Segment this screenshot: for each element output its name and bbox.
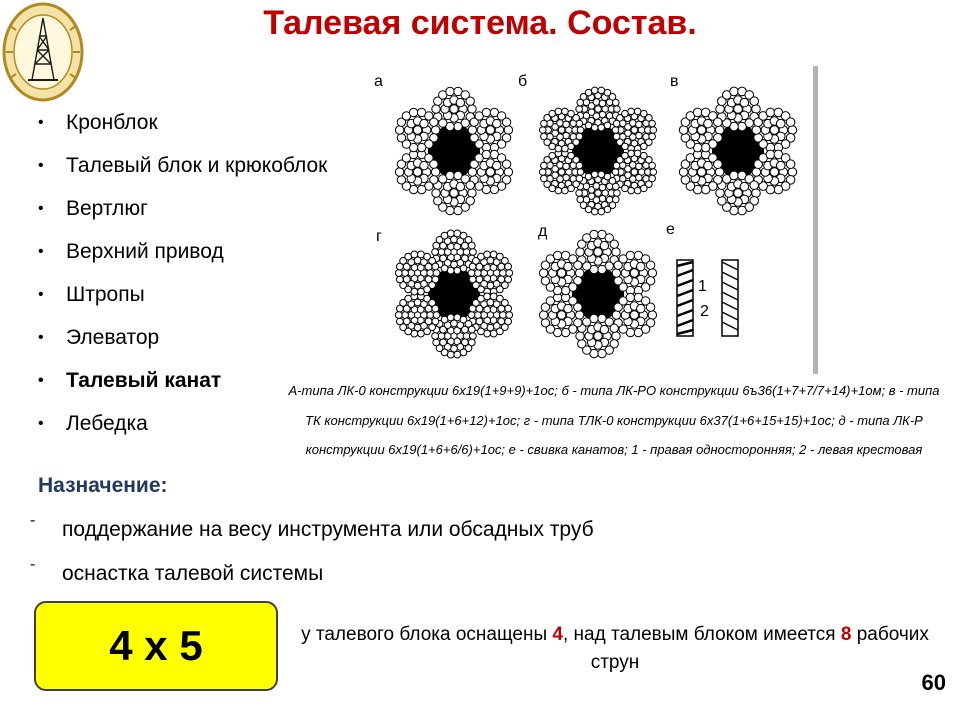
figure-label-2: 2: [700, 303, 709, 320]
bullet-icon: •: [38, 329, 44, 346]
page-title: Талевая система. Состав.: [263, 4, 697, 42]
figure-label-e: е: [666, 221, 675, 238]
list-item: • Верхний привод: [38, 240, 224, 263]
figure-caption: А-типа ЛК-0 конструкции 6х19(1+9+9)+1ос; б - типа ЛК-РО конструкции 6ъ36(1+7+7/7+14)+1ом; в - типа ТК конструкции 6х19(1+6+12)+1ос; г - типа ТЛК-0 конструкции 6х37(1+6+15+15)+1ос; д - типа ЛК-Р конструкции 6х19(1+6+6/6)+1ос; е - свивка канатов; 1 - правая односторонняя; 2 - левая крестовая: [288, 383, 940, 457]
list-item-highlighted: • Талевый канат: [38, 369, 222, 392]
rope-section-b: [539, 87, 656, 215]
purpose-item: - поддержание на весу инструмента или обсадных труб: [30, 512, 594, 541]
bullet-icon: •: [38, 200, 44, 217]
rope-section-v: [679, 87, 796, 215]
purpose-item: - оснастка талевой системы: [30, 556, 324, 585]
purpose-heading: Назначение:: [38, 474, 168, 497]
list-item: • Кронблок: [38, 111, 158, 134]
note-number-1: 4: [552, 624, 563, 645]
list-item: • Элеватор: [38, 326, 160, 349]
bullet-icon: •: [38, 415, 44, 432]
config-badge: 4 х 5: [34, 601, 278, 691]
figure-label-d: д: [538, 223, 548, 240]
bullet-icon: •: [38, 157, 44, 174]
figure-label-v: в: [670, 73, 679, 90]
rope-section-g: [395, 230, 512, 358]
page-number: 60: [921, 670, 946, 695]
figure-label-1: 1: [698, 278, 707, 295]
list-item: • Лебедка: [38, 412, 148, 435]
bullet-icon: •: [38, 286, 44, 303]
rope-section-a: [395, 87, 512, 214]
figure-label-b: б: [518, 73, 528, 90]
figure-label-g: г: [376, 228, 382, 245]
dash-icon: -: [30, 512, 36, 529]
strand-side-view-2: [722, 260, 738, 336]
bullet-icon: •: [38, 372, 44, 389]
list-item: • Талевый блок и крюкоблок: [38, 154, 328, 177]
reeving-note: у талевого блока оснащены 4, над талевым блоком имеется 8 рабочих струн: [301, 624, 929, 673]
strand-side-view-1: [677, 260, 693, 336]
list-item: • Вертлюг: [38, 197, 148, 220]
figure-divider: [813, 66, 818, 374]
note-number-2: 8: [840, 624, 852, 645]
figure-label-a: а: [374, 73, 383, 90]
dash-icon: -: [30, 556, 36, 573]
bullet-icon: •: [38, 243, 44, 260]
list-item: • Штропы: [38, 283, 145, 306]
bullet-icon: •: [38, 114, 44, 131]
rope-cross-sections-figure: [372, 66, 822, 376]
rope-section-d: [539, 230, 656, 357]
